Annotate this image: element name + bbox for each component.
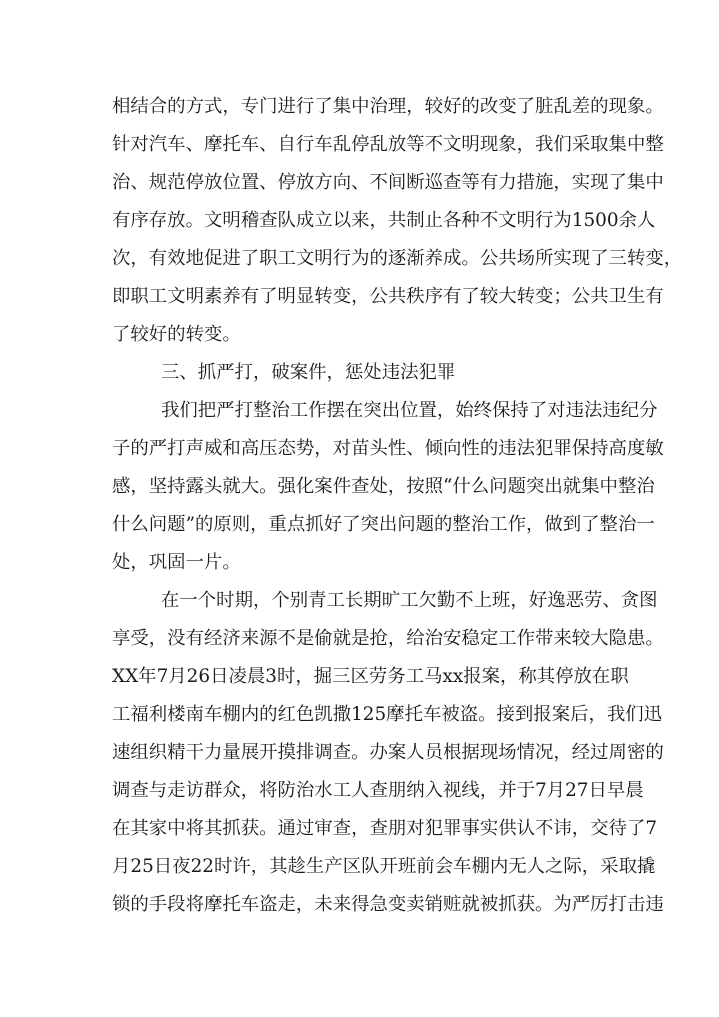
section-heading: 三、抓严打，破案件，惩处违法犯罪: [161, 362, 456, 383]
text-line: 月25日夜22时许，其趁生产区队开班前会车棚内无人之际，采取撬: [112, 856, 656, 877]
text-line: 次，有效地促进了职工文明行为的逐渐养成。公共场所实现了三转变，: [112, 248, 683, 269]
text-line: 在一个时期，个别青工长期旷工欠勤不上班，好逸恶劳、贪图: [161, 590, 658, 611]
text-line: XX年7月26日凌晨3时，掘三区劳务工马xx报案，称其停放在职: [112, 666, 629, 687]
text-line: 速组织精干力量展开摸排调查。办案人员根据现场情况，经过周密的: [112, 742, 664, 763]
text-line: 有序存放。文明稽查队成立以来，共制止各种不文明行为1500余人: [112, 210, 656, 231]
text-line: 感，坚持露头就大。强化案件查处，按照“什么问题突出就集中整治: [112, 476, 655, 497]
text-line: 锁的手段将摩托车盗走，未来得急变卖销赃就被抓获。为严厉打击违: [112, 894, 664, 915]
text-line: 针对汽车、摩托车、自行车乱停乱放等不文明现象，我们采取集中整: [112, 134, 664, 155]
text-line: 治、规范停放位置、停放方向、不间断巡查等有力措施，实现了集中: [112, 172, 664, 193]
text-line: 相结合的方式，专门进行了集中治理，较好的改变了脏乱差的现象。: [112, 96, 664, 117]
text-line: 什么问题”的原则，重点抓好了突出问题的整治工作，做到了整治一: [112, 514, 655, 535]
text-line: 我们把严打整治工作摆在突出位置，始终保持了对违法违纪分: [161, 400, 658, 421]
text-line: 处，巩固一片。: [112, 552, 241, 573]
text-line: 子的严打声威和高压态势，对苗头性、倾向性的违法犯罪保持高度敏: [112, 438, 664, 459]
text-line: 调查与走访群众，将防治水工人查朋纳入视线，并于7月27日早晨: [112, 780, 644, 801]
text-line: 工福利楼南车棚内的红色凯撒125摩托车被盗。接到报案后，我们迅: [112, 704, 663, 725]
text-line: 享受，没有经济来源不是偷就是抢，给治安稳定工作带来较大隐患。: [112, 628, 664, 649]
text-line: 了较好的转变。: [112, 324, 241, 345]
text-line: 即职工文明素养有了明显转变，公共秩序有了较大转变；公共卫生有: [112, 286, 664, 307]
text-line: 在其家中将其抓获。通过审查，查朋对犯罪事实供认不讳，交待了7: [112, 818, 658, 839]
